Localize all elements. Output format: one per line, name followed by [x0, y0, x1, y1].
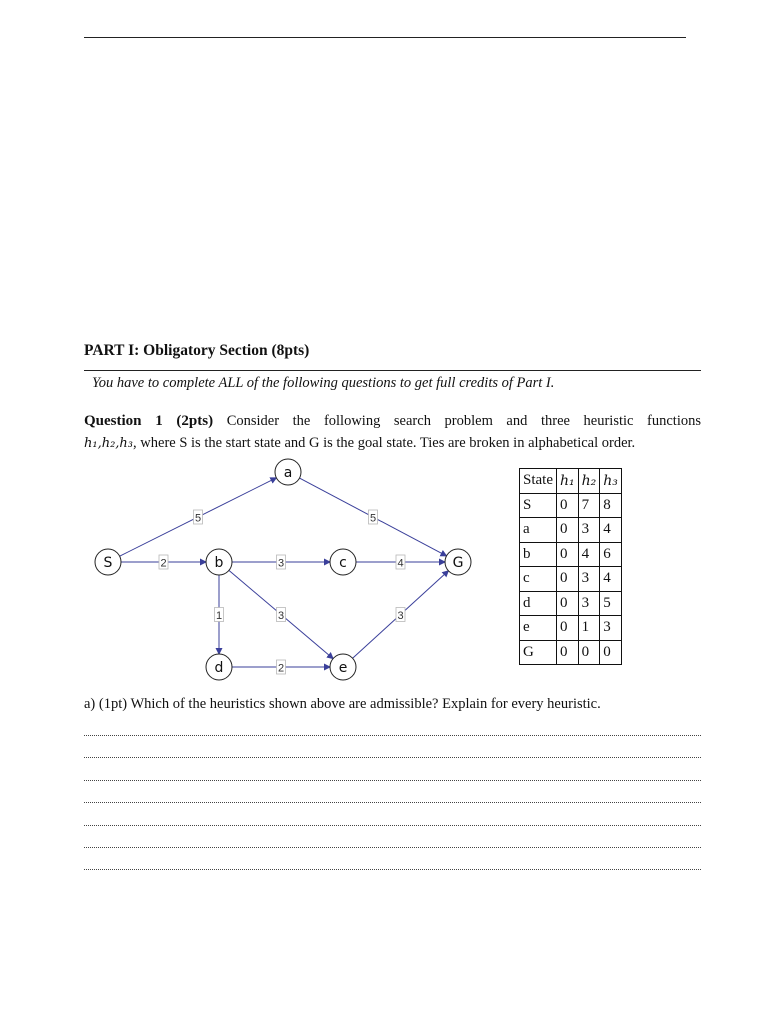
cell-h2: 4: [578, 542, 600, 567]
question-1-intro: Consider the following search problem and three heuristic functions: [226, 413, 702, 429]
edge-cost-S-a: 5: [194, 512, 202, 525]
cell-h1: 0: [557, 542, 579, 567]
cell-state: a: [520, 518, 557, 543]
answer-line: [84, 847, 701, 848]
answer-line: [84, 780, 701, 781]
cell-h1: 0: [557, 616, 579, 641]
cell-state: G: [520, 640, 557, 665]
header-h2: h₂: [578, 469, 600, 494]
question-1: [84, 410, 701, 455]
heuristic-table-header: [520, 469, 622, 494]
answer-line: [84, 869, 701, 870]
edge-cost-a-G: 5: [369, 512, 377, 525]
header-state: State: [520, 469, 557, 494]
section-rule: [84, 370, 701, 371]
edge-cost-e-G: 3: [397, 610, 404, 622]
cell-h1: 0: [557, 591, 579, 616]
edge-cost-b-e: 3: [277, 610, 285, 622]
answer-line: [84, 735, 701, 736]
table-row: [520, 591, 622, 616]
page-header-rule: [84, 37, 686, 38]
search-graph: [90, 456, 480, 686]
heuristic-table: [519, 468, 622, 665]
cell-h2: 3: [578, 591, 600, 616]
question-1-label: Question 1 (2pts): [84, 413, 214, 429]
table-row: [520, 567, 622, 592]
graph-edges: [120, 478, 449, 675]
edge-cost-S-b: 2: [160, 557, 167, 570]
cell-h3: 3: [600, 616, 622, 641]
answer-line: [84, 757, 701, 758]
cell-h1: 0: [557, 567, 579, 592]
question-1-first-line: [84, 410, 701, 432]
cell-h2: 7: [578, 493, 600, 518]
cell-state: b: [520, 542, 557, 567]
cell-h3: 8: [600, 493, 622, 518]
table-row: [520, 640, 622, 665]
edge-cost-b-c: 3: [277, 557, 285, 570]
cell-h3: 4: [600, 567, 622, 592]
table-row: [520, 518, 622, 543]
cell-h2: 0: [578, 640, 600, 665]
node-label-c: c: [339, 555, 347, 571]
cell-state: c: [520, 567, 557, 592]
cell-state: e: [520, 616, 557, 641]
node-label-b: b: [214, 555, 224, 571]
cell-h2: 3: [578, 518, 600, 543]
cell-h2: 1: [578, 616, 600, 641]
cell-h1: 0: [557, 493, 579, 518]
cell-h1: 0: [557, 518, 579, 543]
header-h1: h₁: [557, 469, 579, 494]
cell-h3: 5: [600, 591, 622, 616]
cell-h3: 4: [600, 518, 622, 543]
sub-question-a: a) (1pt) Which of the heuristics shown above are admissible? Explain for every heuristic.: [84, 696, 601, 712]
answer-line: [84, 802, 701, 803]
header-h3: h₃: [600, 469, 622, 494]
cell-state: S: [520, 493, 557, 518]
edge-cost-d-e: 2: [277, 662, 285, 675]
edge-cost-b-d: 1: [215, 610, 223, 622]
table-row: [520, 542, 622, 567]
edge-cost-c-G: 4: [397, 557, 404, 570]
node-label-e: e: [338, 660, 348, 676]
graph-nodes: [95, 459, 471, 680]
heuristic-variables: h₁,h₂,h₃: [84, 436, 134, 451]
node-label-a: a: [283, 465, 293, 481]
cell-h3: 6: [600, 542, 622, 567]
table-row: [520, 493, 622, 518]
cell-h1: 0: [557, 640, 579, 665]
node-label-d: d: [214, 660, 224, 676]
question-1-rest: , where S is the start state and G is the goal state. Ties are broken in alphabetical order.: [133, 435, 636, 451]
node-label-G: G: [452, 555, 464, 571]
cell-h3: 0: [600, 640, 622, 665]
cell-state: d: [520, 591, 557, 616]
cell-h2: 3: [578, 567, 600, 592]
part-title: PART I: Obligatory Section (8pts): [84, 342, 310, 359]
node-label-S: S: [103, 555, 113, 571]
table-row: [520, 616, 622, 641]
answer-line: [84, 825, 701, 826]
part-instructions: You have to complete ALL of the following questions to get full credits of Part I.: [92, 375, 555, 391]
